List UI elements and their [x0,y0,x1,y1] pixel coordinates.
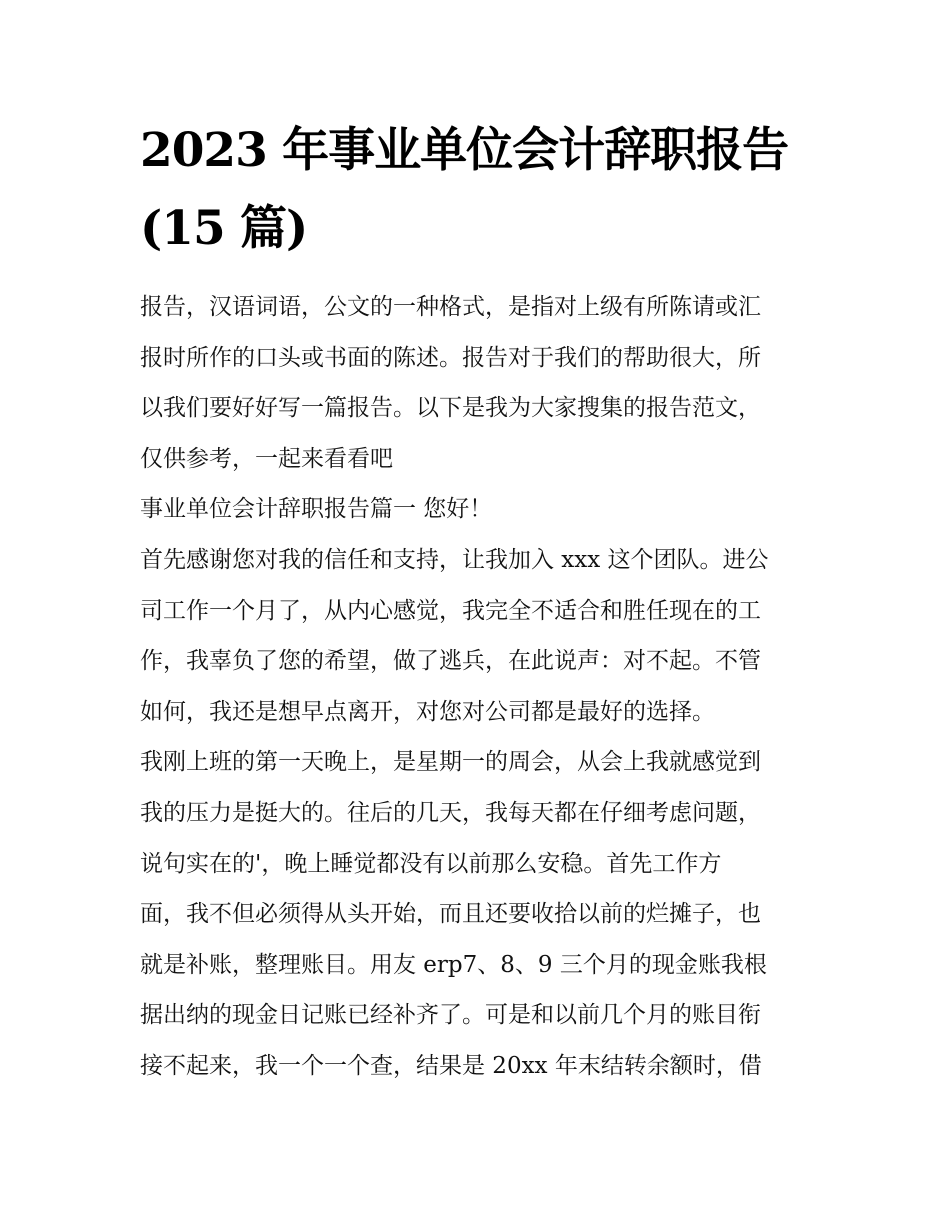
paragraph-1-line-1: 首先感谢您对我的信任和支持，让我加入 xxx 这个团队。进公 [140,546,769,573]
paragraph-1-line-4: 如何，我还是想早点离开，对您对公司都是最好的选择。 [140,698,715,725]
intro-line-4: 仅供参考，一起来看看吧 [140,445,393,472]
paragraph-2-line-2: 我的压力是挺大的。往后的几天，我每天都在仔细考虑问题， [140,799,761,826]
document-page [140,112,812,1092]
paragraph-1-line-3: 作，我辜负了您的希望，做了逃兵，在此说声：对不起。不管 [140,648,761,675]
document-title-line-1: 2023 年事业单位会计辞职报告 [140,123,789,178]
paragraph-2-line-4: 面，我不但必须得从头开始，而且还要收拾以前的烂摊子，也 [140,901,761,928]
intro-line-2: 报时所作的口头或书面的陈述。报告对于我们的帮助很大，所 [140,344,761,371]
document-title-line-2: (15 篇) [140,201,308,256]
document-title [140,112,812,268]
section-heading-line: 事业单位会计辞职报告篇一 您好！ [140,496,493,523]
paragraph-2-line-5: 就是补账，整理账目。用友 erp7、8、9 三个月的现金账我根 [140,951,767,978]
paragraph-2-line-6: 据出纳的现金日记账已经补齐了。可是和以前几个月的账目衔 [140,1002,761,1029]
paragraph-2-line-7: 接不起来，我一个一个查，结果是 20xx 年末结转余额时，借 [140,1052,762,1079]
intro-line-1: 报告，汉语词语，公文的一种格式，是指对上级有所陈请或汇 [140,294,761,320]
paragraph-1-line-2: 司工作一个月了，从内心感觉，我完全不适合和胜任现在的工 [140,597,761,624]
paragraph-2-line-3: 说句实在的'，晚上睡觉都没有以前那么安稳。首先工作方 [140,850,722,877]
document-body [140,282,812,1092]
intro-line-3: 以我们要好好写一篇报告。以下是我为大家搜集的报告范文， [140,395,761,422]
paragraph-2-line-1: 我刚上班的第一天晚上，是星期一的周会，从会上我就感觉到 [140,749,761,776]
